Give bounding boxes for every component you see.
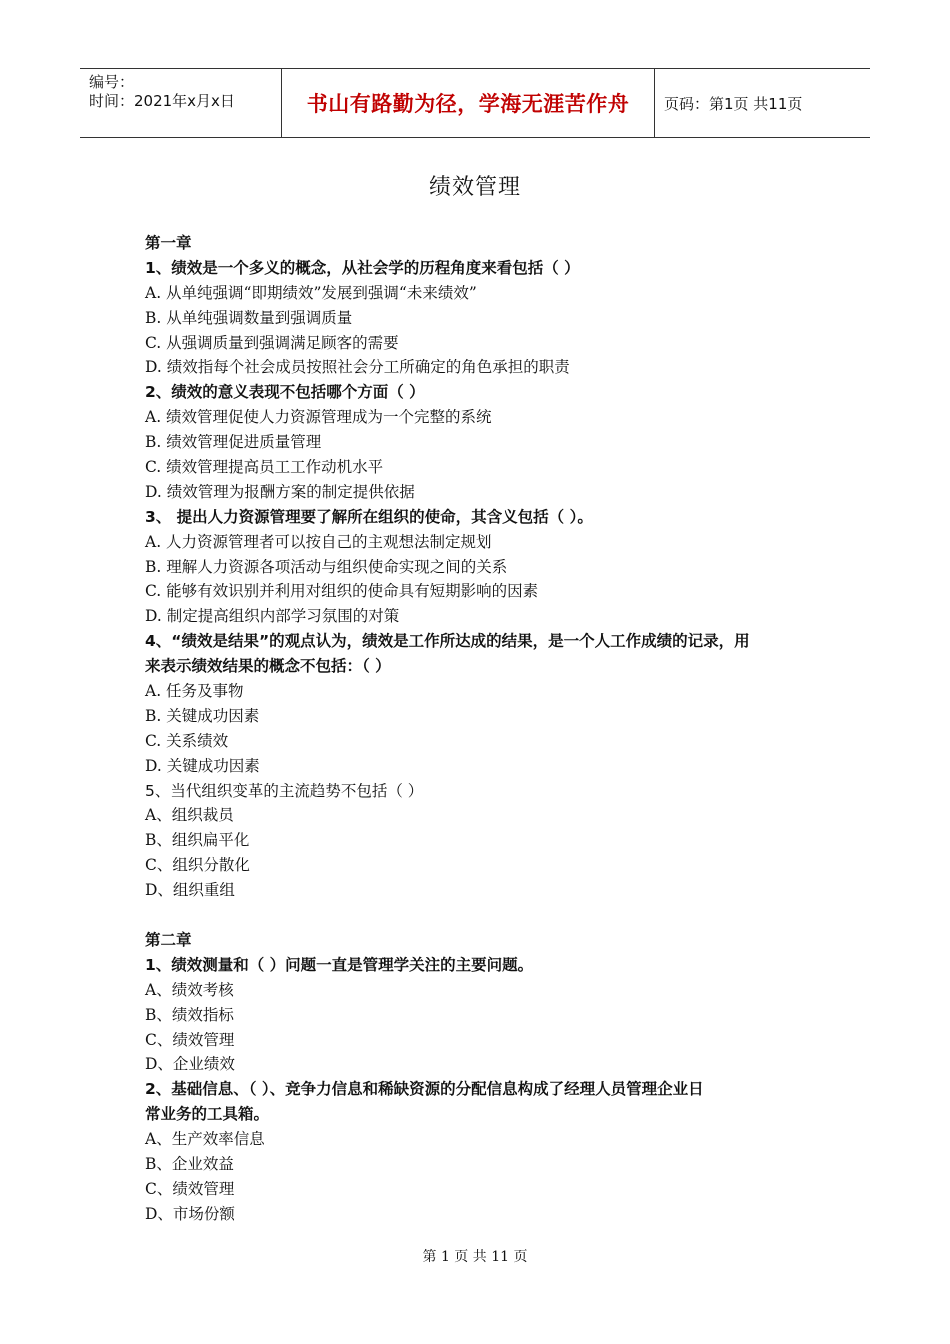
answer-option: B、组织扁平化	[145, 831, 250, 850]
answer-option: B、绩效指标	[145, 1005, 234, 1024]
question-text: 4、“绩效是结果”的观点认为，绩效是工作所达成的结果，是一个人工作成绩的记录，用	[145, 632, 750, 651]
answer-option: D. 制定提高组织内部学习氛围的对策	[145, 607, 400, 626]
document-date-label: 时间：2021年x月x日	[89, 92, 235, 110]
answer-option: D、市场份额	[145, 1204, 235, 1223]
answer-option: A. 绩效管理促使人力资源管理成为一个完整的系统	[145, 408, 492, 427]
answer-option: C、绩效管理	[145, 1030, 235, 1049]
answer-option: A. 人力资源管理者可以按自己的主观想法制定规划	[145, 532, 492, 551]
chapter-heading: 第二章	[145, 930, 192, 949]
question-text: 1、绩效是一个多义的概念，从社会学的历程角度来看包括（ ）	[145, 258, 580, 277]
header-motto-cell	[282, 69, 655, 137]
document-title: 绩效管理	[428, 175, 521, 200]
answer-option: A、绩效考核	[145, 980, 234, 999]
answer-option: A. 任务及事物	[145, 682, 244, 701]
chapter-heading: 第一章	[145, 234, 192, 252]
answer-option: A、生产效率信息	[145, 1130, 265, 1149]
question-text: 2、基础信息、（ ）、竞争力信息和稀缺资源的分配信息构成了经理人员管理企业日	[145, 1080, 704, 1099]
question-text: 来表示绩效结果的概念不包括：（ ）	[145, 657, 391, 676]
answer-option: C、绩效管理	[145, 1179, 235, 1198]
document-number-label: 编号：	[89, 73, 135, 91]
answer-option: C. 从强调质量到强调满足顾客的需要	[145, 333, 399, 352]
page-header	[80, 68, 870, 138]
blank-line	[145, 903, 825, 928]
answer-option: D. 关键成功因素	[145, 756, 260, 775]
answer-option: B. 关键成功因素	[145, 706, 260, 725]
header-page-info: 页码：第1页 共11页	[664, 94, 803, 113]
header-motto: 书山有路勤为径，学海无涯苦作舟	[306, 92, 630, 116]
answer-option: B. 绩效管理促进质量管理	[145, 433, 322, 452]
question-list	[145, 231, 825, 1227]
answer-option: B. 理解人力资源各项活动与组织使命实现之间的关系	[145, 557, 508, 576]
answer-option: B. 从单纯强调数量到强调质量	[145, 308, 353, 327]
answer-option: C、组织分散化	[145, 856, 250, 875]
page-footer: 第 1 页 共 11 页	[422, 1249, 528, 1265]
question-text: 5、当代组织变革的主流趋势不包括（ ）	[145, 781, 424, 800]
question-text: 1、绩效测量和（ ）问题一直是管理学关注的主要问题。	[145, 955, 534, 974]
answer-option: D. 绩效管理为报酬方案的制定提供依据	[145, 482, 415, 501]
answer-option: D、组织重组	[145, 881, 235, 900]
header-right-cell	[655, 69, 870, 137]
question-text: 常业务的工具箱。	[145, 1105, 270, 1124]
answer-option: C. 绩效管理提高员工工作动机水平	[145, 458, 384, 477]
header-left-cell	[80, 69, 282, 137]
answer-option: D. 绩效指每个社会成员按照社会分工所确定的角色承担的职责	[145, 358, 570, 377]
answer-option: C. 关系绩效	[145, 731, 229, 750]
answer-option: A. 从单纯强调“即期绩效”发展到强调“未来绩效”	[145, 283, 477, 302]
answer-option: A、组织裁员	[145, 806, 234, 825]
question-text: 3、 提出人力资源管理要了解所在组织的使命，其含义包括（ ）。	[145, 507, 593, 526]
answer-option: B、企业效益	[145, 1154, 234, 1173]
answer-option: D、企业绩效	[145, 1055, 235, 1074]
answer-option: C. 能够有效识别并利用对组织的使命具有短期影响的因素	[145, 582, 539, 601]
question-text: 2、绩效的意义表现不包括哪个方面（ ）	[145, 383, 425, 402]
